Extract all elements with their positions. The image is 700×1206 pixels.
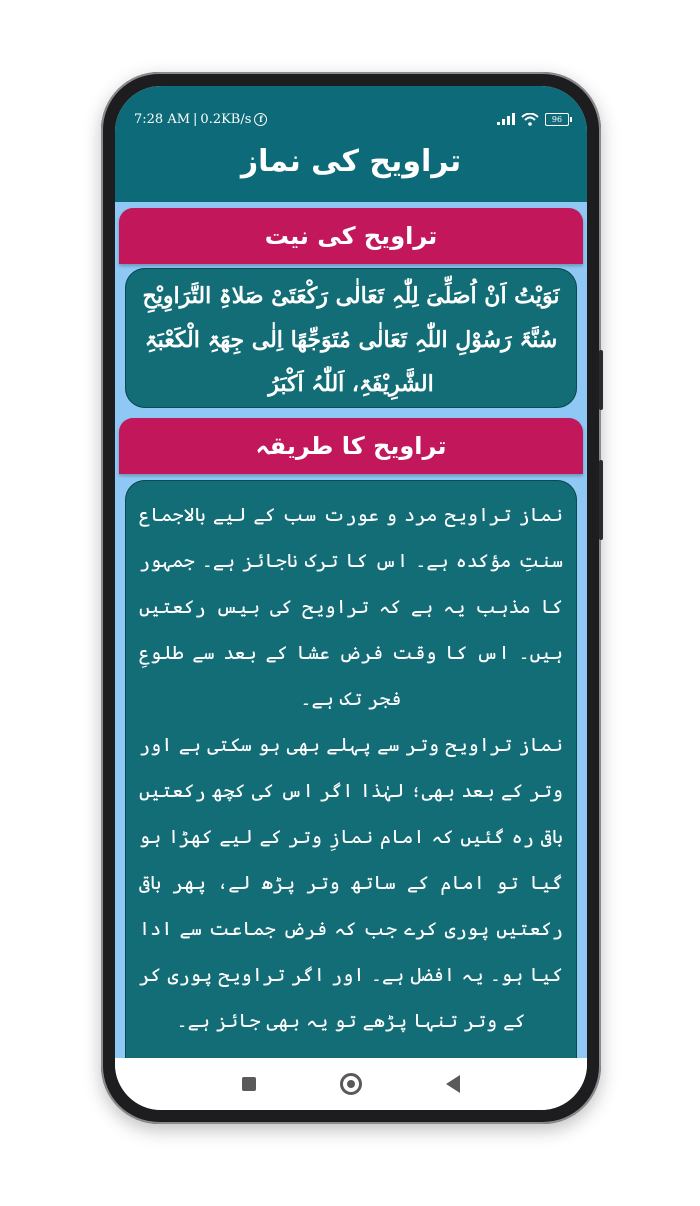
navigation-bar xyxy=(115,1058,587,1110)
facebook-icon: f xyxy=(254,113,267,126)
status-time: 7:28 AM xyxy=(134,111,191,127)
wifi-icon xyxy=(521,113,539,126)
method-card xyxy=(125,480,577,1100)
signal-icon xyxy=(497,113,515,125)
back-icon[interactable] xyxy=(446,1075,460,1093)
section-header-method: تراویح کا طریقہ xyxy=(119,418,583,474)
battery-icon xyxy=(545,113,569,126)
status-bar xyxy=(134,110,569,128)
method-text xyxy=(125,480,577,1044)
niyat-text: نَوَیْتُ اَنْ اُصَلِّیَ لِلّٰہِ تَعَالٰی رَکْعَتَیْ صَلاۃِ التَّرَاوِیْحِ سُنَّۃَ رَسُوْلِ اللّٰہِ تَعَالٰی مُتَوَجِّھًا اِلٰی جِھَۃِ الْکَعْبَۃِ الشَّرِیْفَۃِ، اَللّٰہُ اَکْبَرُ xyxy=(142,283,560,397)
app-bar xyxy=(115,86,587,202)
battery-level: 96 xyxy=(551,114,563,124)
power-button xyxy=(599,460,603,540)
section-header-niyat: تراویح کی نیت xyxy=(119,208,583,264)
status-separator: | xyxy=(193,111,198,127)
method-paragraph: نماز تراویح مرد و عورت سب کے لیے بالاجماع سنتِ مؤکدہ ہے۔ اس کا ترک ناجائز ہے۔ جمہور کا مذہب یہ ہے کہ تراویح کی بیس رکعتیں ہیں۔ اس کا وقت فرض عشا کے بعد سے طلوعِ فجر تک ہے۔ xyxy=(139,504,563,710)
phone-screen xyxy=(115,86,587,1110)
recent-apps-icon[interactable] xyxy=(242,1077,256,1091)
method-paragraph: نماز تراویح وتر سے پہلے بھی ہو سکتی ہے اور وتر کے بعد بھی؛ لہٰذا اگر اس کی کچھ رکعتیں باقی رہ گئیں کہ امام نمازِ وتر کے لیے کھڑا ہو گیا تو امام کے ساتھ وتر پڑھ لے، پھر باقی رکعتیں پوری کرے جب کہ فرض جماعت سے ادا کیا ہو۔ یہ افضل ہے۔ اور اگر تراویح پوری کر کے وتر تنہا پڑھے تو یہ بھی جائز ہے۔ xyxy=(139,734,563,1032)
volume-button xyxy=(599,350,603,410)
page-title: تراویح کی نماز xyxy=(240,144,462,179)
status-network-speed: 0.2KB/s xyxy=(200,111,252,127)
niyat-card xyxy=(125,268,577,408)
home-icon[interactable] xyxy=(340,1073,362,1095)
